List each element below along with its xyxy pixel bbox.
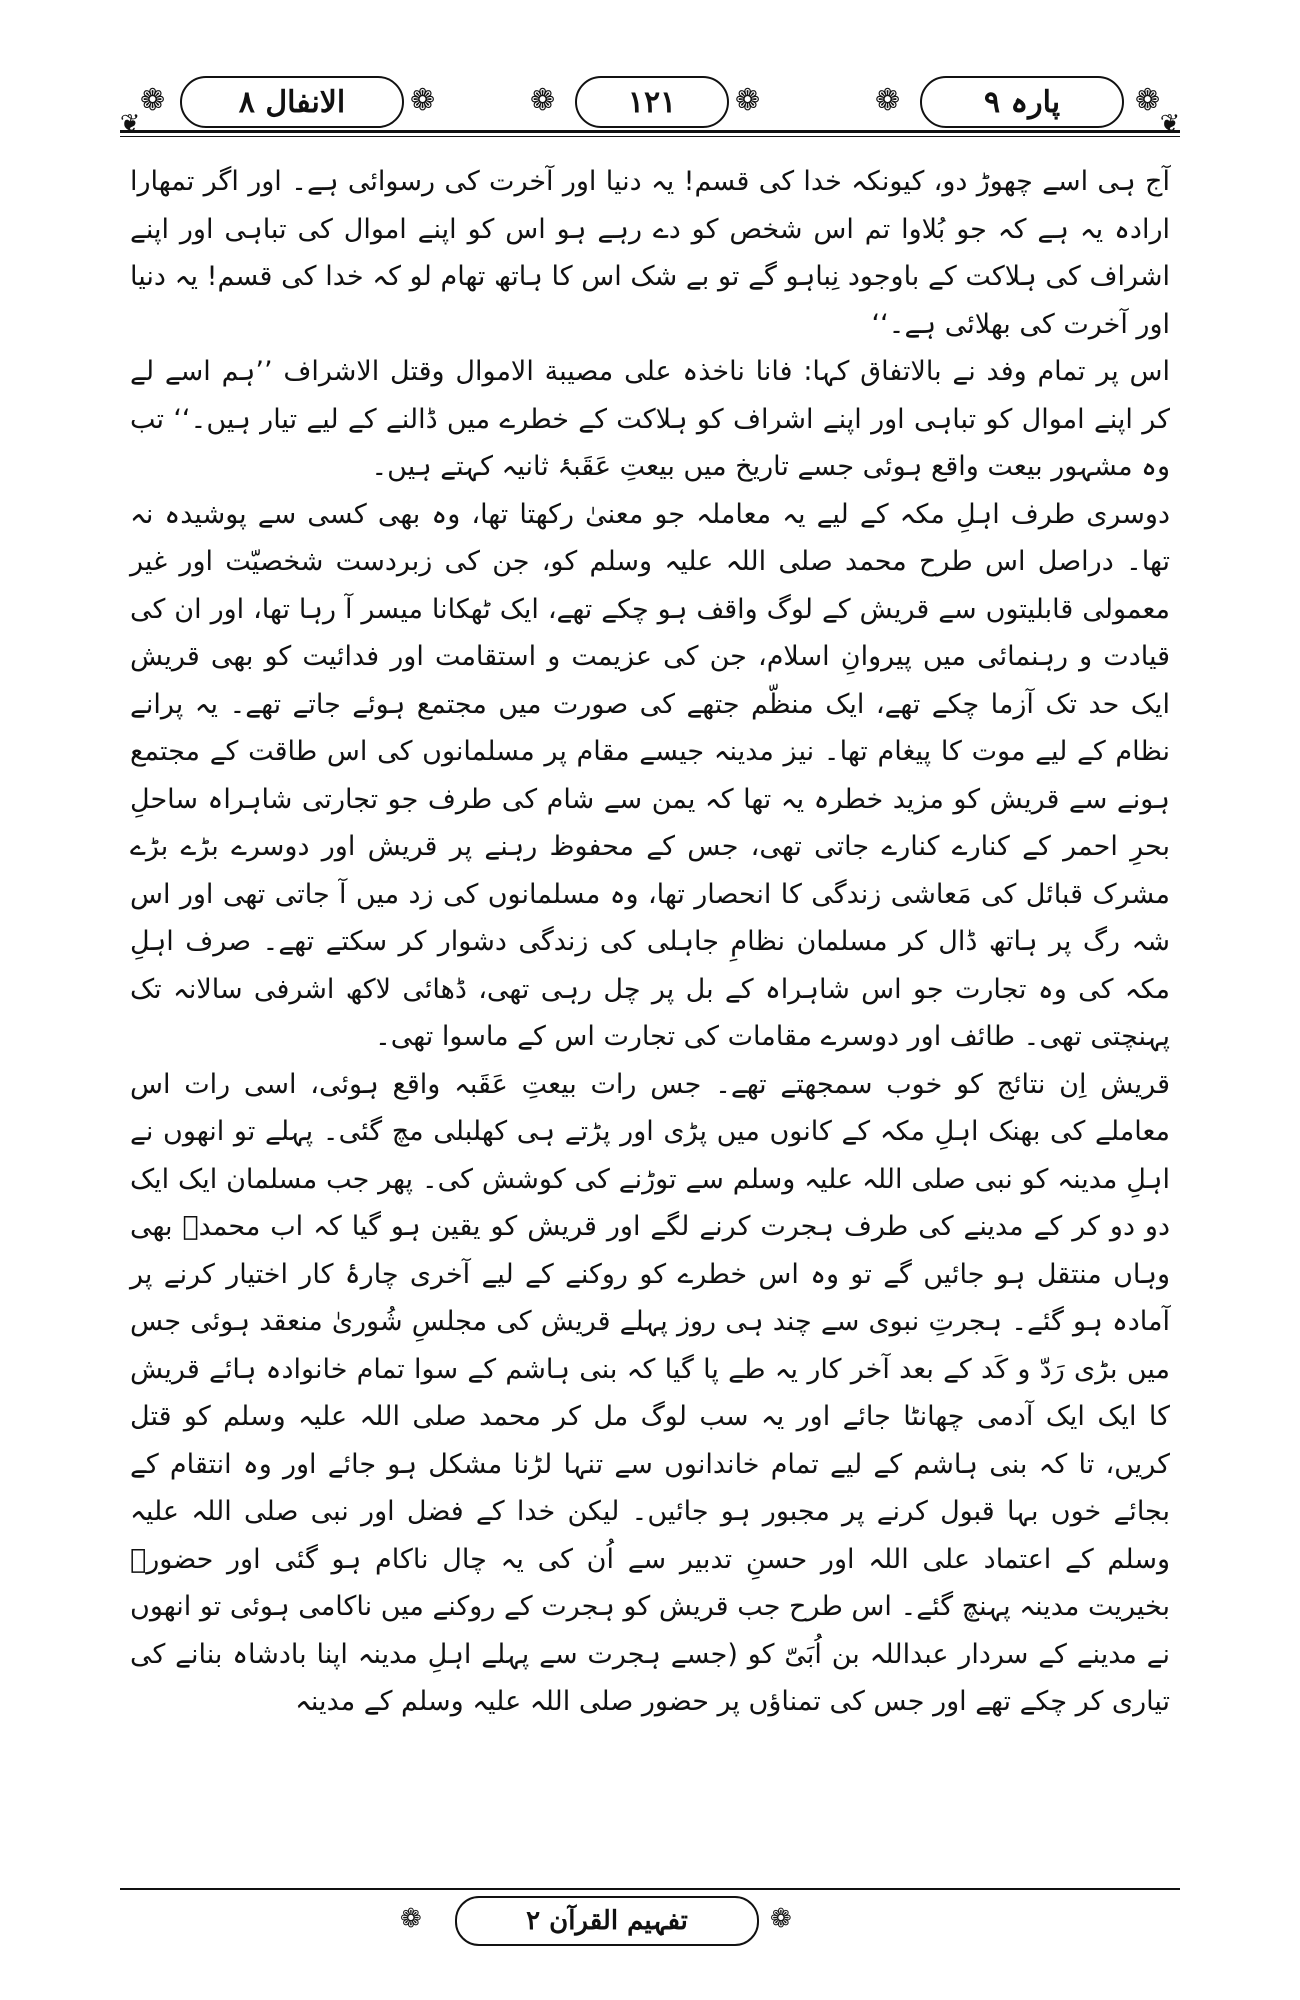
header-rule-thin: [120, 136, 1180, 137]
header-ornament-icon: ❦: [1159, 109, 1180, 137]
header-rule: [120, 130, 1180, 133]
book-title: تفہیم القرآن ۲: [455, 1896, 759, 1946]
page-header: [120, 70, 1180, 140]
floral-ornament-icon: ❁: [1135, 83, 1161, 118]
header-ornament-icon: ❦: [120, 109, 141, 137]
page-number: ۱۲۱: [575, 76, 729, 128]
floral-ornament-icon: ❁: [770, 1904, 792, 1934]
paragraph: آج ہی اسے چھوڑ دو، کیونکہ خدا کی قسم! یہ دنیا اور آخرت کی رسوائی ہے۔ اور اگر تمھارا ارادہ یہ ہے کہ جو بُلاوا تم اس شخص کو دے رہے ہو اس کو اپنے اموال کی تباہی اور اپنے اشراف کی ہلاکت کے باوجود نِباہو گے تو بے شک اس کا ہاتھ تھام لو کہ خدا کی قسم! یہ دنیا اور آخرت کی بھلائی ہے۔‘‘: [130, 166, 1170, 340]
surah-label: الانفال ۸: [180, 76, 404, 128]
floral-ornament-icon: ❁: [410, 83, 436, 118]
para-label: پارہ ۹: [920, 76, 1124, 128]
floral-ornament-icon: ❁: [875, 83, 901, 118]
page-body: [130, 158, 1170, 1726]
paragraph: دوسری طرف اہلِ مکہ کے لیے یہ معاملہ جو معنیٰ رکھتا تھا، وہ بھی کسی سے پوشیدہ نہ تھا۔ دراصل اس طرح محمد صلی اللہ علیہ وسلم کو، جن کی زبردست شخصیّت اور غیر معمولی قابلیتوں سے قریش کے لوگ واقف ہو چکے تھے، ایک ٹھکانا میسر آ رہا تھا، اور ان کی قیادت و رہنمائی میں پیروانِ اسلام، جن کی عزیمت و استقامت اور فدائیت کو بھی قریش ایک حد تک آزما چکے تھے، ایک منظّم جتھے کی صورت میں مجتمع ہوئے جاتے تھے۔ یہ پرانے نظام کے لیے موت کا پیغام تھا۔ نیز مدینہ جیسے مقام پر مسلمانوں کی اس طاقت کے مجتمع ہونے سے قریش کو مزید خطرہ یہ تھا کہ یمن سے شام کی طرف جو تجارتی شاہراہ ساحلِ بحرِ احمر کے کنارے کنارے جاتی تھی، جس کے محفوظ رہنے پر قریش اور دوسرے بڑے بڑے مشرک قبائل کی مَعاشی زندگی کا انحصار تھا، وہ مسلمانوں کی زد میں آ جاتی تھی اور اس شہ رگ پر ہاتھ ڈال کر مسلمان نظامِ جاہلی کی زندگی دشوار کر سکتے تھے۔ صرف اہلِ مکہ کی وہ تجارت جو اس شاہراہ کے بل پر چل رہی تھی، ڈھائی لاکھ اشرفی سالانہ تک پہنچتی تھی۔ طائف اور دوسرے مقامات کی تجارت اس کے ماسوا تھی۔: [130, 498, 1170, 1052]
floral-ornament-icon: ❁: [140, 83, 166, 118]
paragraph: اس پر تمام وفد نے بالاتفاق کہا: فانا ناخذہ علی مصیبة الاموال وقتل الاشراف ’’ہم اسے لے کر اپنے اموال کو تباہی اور اپنے اشراف کو ہلاکت کے خطرے میں ڈالنے کے لیے تیار ہیں۔‘‘ تب وہ مشہور بیعت واقع ہوئی جسے تاریخ میں بیعتِ عَقَبۂ ثانیہ کہتے ہیں۔: [130, 356, 1170, 482]
floral-ornament-icon: ❁: [735, 83, 761, 118]
paragraph: قریش اِن نتائج کو خوب سمجھتے تھے۔ جس رات بیعتِ عَقَبہ واقع ہوئی، اسی رات اس معاملے کی بھنک اہلِ مکہ کے کانوں میں پڑی اور پڑتے ہی کھلبلی مچ گئی۔ پہلے تو انھوں نے اہلِ مدینہ کو نبی صلی اللہ علیہ وسلم سے توڑنے کی کوشش کی۔ پھر جب مسلمان ایک ایک دو دو کر کے مدینے کی طرف ہجرت کرنے لگے اور قریش کو یقین ہو گیا کہ اب محمدؐ بھی وہاں منتقل ہو جائیں گے تو وہ اس خطرے کو روکنے کے لیے آخری چارۂ کار اختیار کرنے پر آمادہ ہو گئے۔ ہجرتِ نبوی سے چند ہی روز پہلے قریش کی مجلسِ شُوریٰ منعقد ہوئی جس میں بڑی رَدّ و کَد کے بعد آخر کار یہ طے پا گیا کہ بنی ہاشم کے سوا تمام خانوادہ ہائے قریش کا ایک ایک آدمی چھانٹا جائے اور یہ سب لوگ مل کر محمد صلی اللہ علیہ وسلم کو قتل کریں، تا کہ بنی ہاشم کے لیے تمام خاندانوں سے تنہا لڑنا مشکل ہو جائے اور وہ انتقام کے بجائے خوں بہا قبول کرنے پر مجبور ہو جائیں۔ لیکن خدا کے فضل اور نبی صلی اللہ علیہ وسلم کے اعتماد علی اللہ اور حسنِ تدبیر سے اُن کی یہ چال ناکام ہو گئی اور حضورؐ بخیریت مدینہ پہنچ گئے۔ اس طرح جب قریش کو ہجرت کے روکنے میں ناکامی ہوئی تو انھوں نے مدینے کے سردار عبداللہ بن اُبَیّ کو (جسے ہجرت سے پہلے اہلِ مدینہ اپنا بادشاہ بنانے کی تیاری کر چکے تھے اور جس کی تمناؤں پر حضور صلی اللہ علیہ وسلم کے مدینہ: [130, 1068, 1170, 1717]
floral-ornament-icon: ❁: [530, 83, 556, 118]
floral-ornament-icon: ❁: [400, 1904, 422, 1934]
footer-rule: [120, 1888, 1180, 1890]
